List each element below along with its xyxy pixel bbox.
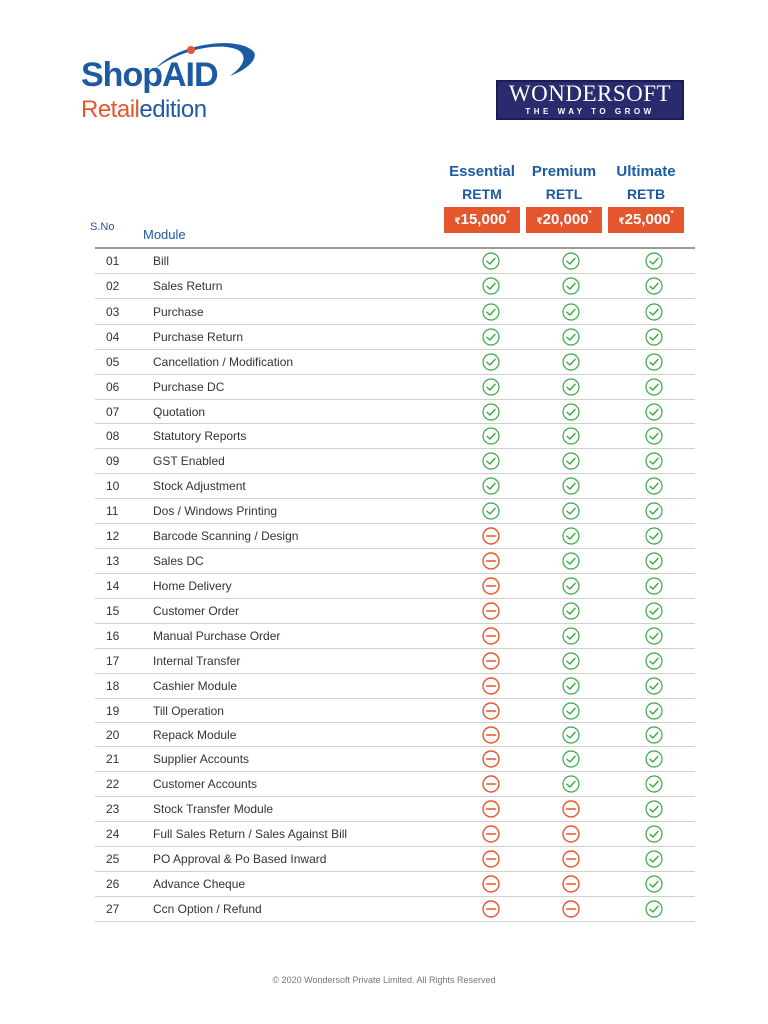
row-module-name: Stock Transfer Module <box>153 802 274 816</box>
wondersoft-name: WONDERSOFT <box>508 81 672 106</box>
row-sno: 07 <box>106 404 120 419</box>
row-module-name: Bill <box>153 254 170 268</box>
table-row <box>95 299 695 325</box>
row-sno: 15 <box>106 604 120 618</box>
check-circle-icon <box>645 726 663 744</box>
check-circle-icon <box>562 477 580 495</box>
row-module-name: Sales DC <box>153 554 204 568</box>
check-circle-icon <box>645 427 663 445</box>
check-circle-icon <box>562 427 580 445</box>
check-circle-icon <box>562 552 580 570</box>
row-module-name: Full Sales Return / Sales Against Bill <box>153 827 348 841</box>
row-sno: 01 <box>106 254 120 268</box>
minus-circle-icon <box>562 875 580 893</box>
plan-code: RETM <box>462 186 502 202</box>
table-row <box>95 649 695 674</box>
minus-circle-icon <box>482 726 500 744</box>
row-sno: 17 <box>106 654 120 668</box>
plan-code: RETB <box>626 186 666 202</box>
check-circle-icon <box>562 577 580 595</box>
minus-circle-icon <box>482 677 500 695</box>
row-sno: 12 <box>106 529 120 543</box>
check-circle-icon <box>562 527 580 545</box>
row-sno: 22 <box>106 777 120 791</box>
row-sno: 26 <box>106 877 120 891</box>
row-module-name: Customer Order <box>153 604 240 618</box>
row-sno: 14 <box>106 579 120 593</box>
check-circle-icon <box>562 378 580 396</box>
row-module-name: Dos / Windows Printing <box>153 504 278 518</box>
wondersoft-tagline: THE WAY TO GROW <box>525 107 655 116</box>
check-circle-icon <box>645 900 663 918</box>
table-row <box>95 524 695 549</box>
row-sno: 06 <box>106 380 120 394</box>
minus-circle-icon <box>562 850 580 868</box>
check-circle-icon <box>482 502 500 520</box>
minus-circle-icon <box>482 775 500 793</box>
check-circle-icon <box>562 726 580 744</box>
check-circle-icon <box>645 328 663 346</box>
check-circle-icon <box>482 353 500 371</box>
row-sno: 19 <box>106 703 120 718</box>
column-header-sno: S.No <box>90 221 115 233</box>
minus-circle-icon <box>482 577 500 595</box>
minus-circle-icon <box>482 552 500 570</box>
check-circle-icon <box>645 652 663 670</box>
table-row <box>95 674 695 699</box>
table-row <box>95 897 695 922</box>
check-circle-icon <box>645 702 663 720</box>
row-module-name: Purchase <box>153 304 204 319</box>
minus-circle-icon <box>482 900 500 918</box>
table-row <box>95 499 695 524</box>
check-circle-icon <box>562 775 580 793</box>
check-circle-icon <box>645 452 663 470</box>
plan-price: ₹20,000* <box>526 207 602 233</box>
table-row <box>95 747 695 772</box>
check-circle-icon <box>645 252 663 270</box>
row-sno: 24 <box>106 827 120 841</box>
check-circle-icon <box>645 602 663 620</box>
row-sno: 04 <box>106 330 120 344</box>
table-row <box>95 350 695 375</box>
table-row <box>95 574 695 599</box>
row-sno: 09 <box>106 454 120 468</box>
minus-circle-icon <box>482 825 500 843</box>
check-circle-icon <box>562 652 580 670</box>
check-circle-icon <box>482 277 500 295</box>
table-row <box>95 772 695 797</box>
row-module-name: Ccn Option / Refund <box>153 902 262 916</box>
check-circle-icon <box>645 277 663 295</box>
check-circle-icon <box>562 252 580 270</box>
check-circle-icon <box>562 277 580 295</box>
row-module-name: Barcode Scanning / Design <box>153 529 299 543</box>
row-module-name: Home Delivery <box>153 579 232 593</box>
check-circle-icon <box>562 452 580 470</box>
check-circle-icon <box>562 403 580 421</box>
row-module-name: Quotation <box>153 404 206 419</box>
row-sno: 11 <box>106 504 119 518</box>
check-circle-icon <box>645 577 663 595</box>
table-row <box>95 699 695 723</box>
check-circle-icon <box>645 477 663 495</box>
check-circle-icon <box>645 677 663 695</box>
row-sno: 03 <box>106 304 120 319</box>
table-row <box>95 474 695 499</box>
table-row <box>95 723 695 747</box>
check-circle-icon <box>645 378 663 396</box>
check-circle-icon <box>482 252 500 270</box>
row-sno: 18 <box>106 679 120 693</box>
row-module-name: Supplier Accounts <box>153 752 250 766</box>
plan-name: Ultimate <box>616 163 676 180</box>
row-module-name: Advance Cheque <box>153 877 246 891</box>
minus-circle-icon <box>482 750 500 768</box>
check-circle-icon <box>645 353 663 371</box>
row-sno: 23 <box>106 802 120 816</box>
row-module-name: Stock Adjustment <box>153 479 246 493</box>
check-circle-icon <box>645 502 663 520</box>
row-module-name: Repack Module <box>153 727 237 742</box>
minus-circle-icon <box>482 627 500 645</box>
table-row <box>95 375 695 400</box>
check-circle-icon <box>562 353 580 371</box>
minus-circle-icon <box>562 825 580 843</box>
row-module-name: Cancellation / Modification <box>153 355 294 369</box>
row-sno: 02 <box>106 279 120 293</box>
plan-code: RETL <box>545 186 583 202</box>
check-circle-icon <box>562 303 580 321</box>
row-sno: 27 <box>106 902 120 916</box>
row-sno: 25 <box>106 852 120 866</box>
row-sno: 16 <box>106 629 120 643</box>
row-sno: 21 <box>106 752 120 766</box>
check-circle-icon <box>482 427 500 445</box>
check-circle-icon <box>562 627 580 645</box>
plan-name: Essential <box>449 163 515 180</box>
row-sno: 08 <box>106 429 120 443</box>
check-circle-icon <box>482 452 500 470</box>
row-module-name: GST Enabled <box>153 454 225 468</box>
check-circle-icon <box>562 677 580 695</box>
check-circle-icon <box>482 303 500 321</box>
row-module-name: Purchase DC <box>153 380 225 394</box>
check-circle-icon <box>562 702 580 720</box>
check-circle-icon <box>645 627 663 645</box>
table-row <box>95 847 695 872</box>
minus-circle-icon <box>562 900 580 918</box>
check-circle-icon <box>645 825 663 843</box>
logo-wordmark: ShopAID <box>81 56 218 94</box>
check-circle-icon <box>562 602 580 620</box>
check-circle-icon <box>645 527 663 545</box>
check-circle-icon <box>645 775 663 793</box>
table-row <box>95 797 695 822</box>
row-module-name: Customer Accounts <box>153 777 258 791</box>
check-circle-icon <box>562 502 580 520</box>
column-header-module: Module <box>143 227 186 242</box>
table-row <box>95 872 695 897</box>
row-module-name: Manual Purchase Order <box>153 629 281 643</box>
shopaid-logo <box>78 38 268 128</box>
wondersoft-logo <box>496 80 684 120</box>
check-circle-icon <box>645 403 663 421</box>
check-circle-icon <box>645 750 663 768</box>
check-circle-icon <box>482 477 500 495</box>
check-circle-icon <box>482 378 500 396</box>
plan-name: Premium <box>531 163 597 180</box>
check-circle-icon <box>562 750 580 768</box>
row-module-name: Cashier Module <box>153 679 238 693</box>
check-circle-icon <box>645 303 663 321</box>
row-module-name: Till Operation <box>153 703 224 718</box>
check-circle-icon <box>645 875 663 893</box>
row-sno: 13 <box>106 554 120 568</box>
copyright-footer: © 2020 Wondersoft Private Limited. All Rights Reserved <box>272 975 496 985</box>
row-module-name: Sales Return <box>153 279 223 293</box>
check-circle-icon <box>645 552 663 570</box>
minus-circle-icon <box>482 527 500 545</box>
check-circle-icon <box>562 328 580 346</box>
plan-price: ₹25,000* <box>608 207 684 233</box>
check-circle-icon <box>482 328 500 346</box>
minus-circle-icon <box>482 602 500 620</box>
table-row <box>95 400 695 424</box>
plan-price: ₹15,000* <box>444 207 520 233</box>
table-row <box>95 249 695 274</box>
check-circle-icon <box>645 850 663 868</box>
row-sno: 05 <box>106 355 120 369</box>
check-circle-icon <box>645 800 663 818</box>
logo-edition: Retailedition <box>81 96 207 123</box>
row-module-name: PO Approval & Po Based Inward <box>153 852 327 866</box>
row-sno: 20 <box>106 727 120 742</box>
minus-circle-icon <box>562 800 580 818</box>
table-row <box>95 549 695 574</box>
module-table <box>95 249 695 922</box>
minus-circle-icon <box>482 800 500 818</box>
row-module-name: Statutory Reports <box>153 429 247 443</box>
table-row <box>95 624 695 649</box>
minus-circle-icon <box>482 850 500 868</box>
minus-circle-icon <box>482 702 500 720</box>
row-sno: 10 <box>106 479 120 493</box>
table-row <box>95 274 695 299</box>
table-row <box>95 325 695 350</box>
table-row <box>95 449 695 474</box>
table-row <box>95 822 695 847</box>
minus-circle-icon <box>482 875 500 893</box>
row-module-name: Purchase Return <box>153 330 244 344</box>
check-circle-icon <box>482 403 500 421</box>
minus-circle-icon <box>482 652 500 670</box>
table-row <box>95 599 695 624</box>
table-row <box>95 424 695 449</box>
row-module-name: Internal Transfer <box>153 654 241 668</box>
